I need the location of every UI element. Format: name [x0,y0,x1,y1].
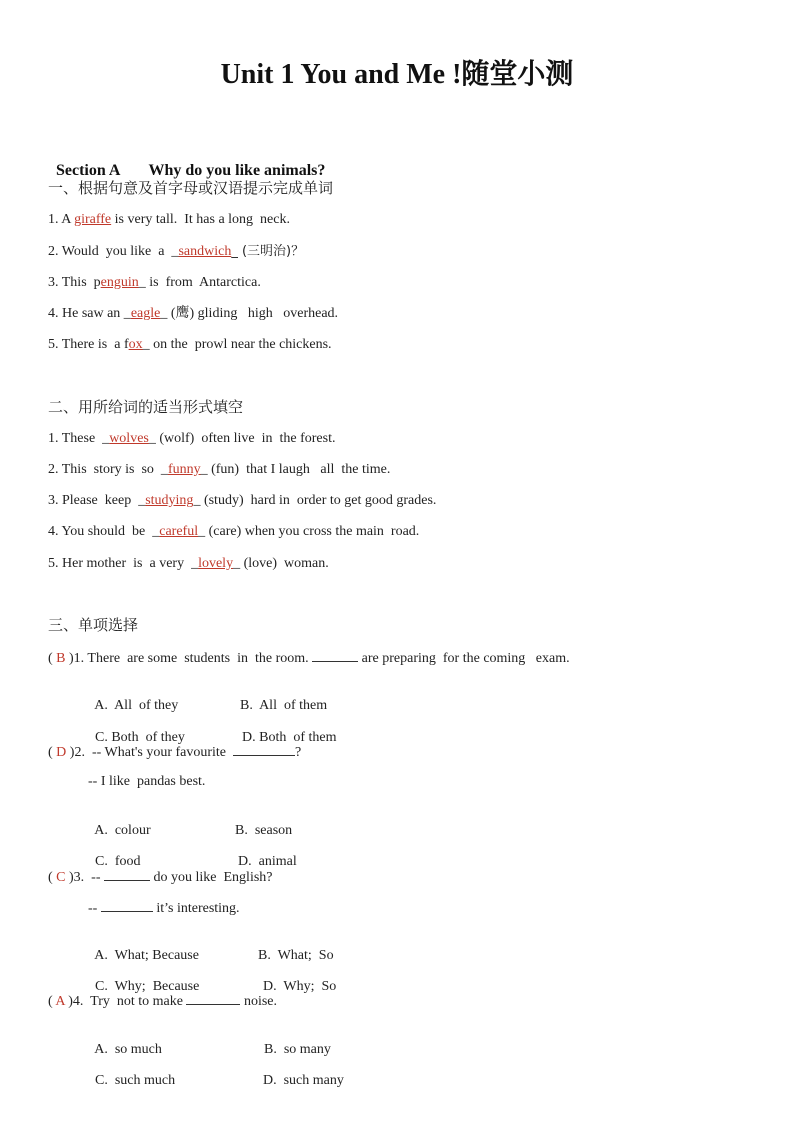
answer-text: careful [159,524,199,539]
answer-text: lovely [198,556,234,571]
answer-text: giraffe [74,212,112,227]
question-answer: B [56,651,66,666]
section-label: Section A [56,162,121,179]
answer-text: funny [167,462,201,477]
option-c: C. food [95,854,141,869]
section-topic: Why do you like animals? [148,162,326,179]
section-title [48,144,325,180]
part2-item: 5. Her mother is a very _lovely_ (love) woman. [48,556,329,571]
option-c: C. Both of they [95,730,185,745]
option-row [88,679,328,715]
part1-item: 2. Would you like a _sandwich_ (三明治)？ [48,244,305,259]
part2-item: 2. This story is so _funny_ (fun) that I laugh all the time. [48,462,391,477]
part2-item: 4. You should be _careful_ (care) when you cross the main road. [48,524,420,539]
answer-text: ox [128,337,143,352]
answer-blank [312,648,358,662]
question-answer: A [55,994,65,1009]
part2-heading: 二、用所给词的适当形式填空 [48,398,244,416]
page-title: Unit 1 You and Me !随堂小测 [220,59,574,90]
answer-text: enguin [100,275,139,290]
part1-heading: 一、根据句意及首字母或汉语提示完成单词 [48,179,334,197]
part1-item: 3. This penguin_ is from Antarctica. [48,275,261,290]
option-c: C. Why; Because [95,979,200,994]
question-stem: ( B )1. There are some students in the room. are preparing for the coming exam. [48,648,570,668]
question-stem: ( A )4. Try not to make noise. [48,991,277,1011]
option-a: A. What; Because [94,948,199,963]
question-stem: ( C )3. -- do you like English? [48,867,273,887]
part3-heading: 三、单项选择 [48,616,139,634]
option-a: A. colour [94,823,151,838]
option-b: B. so many [264,1042,331,1057]
answer-blank [104,867,150,881]
option-d: D. such many [263,1073,344,1088]
option-a: A. All of they [94,698,179,713]
option-a: A. so much [94,1042,162,1057]
option-b: B. All of them [240,698,328,713]
question-answer: C [56,870,66,885]
question-stem: ( D )2. -- What's your favourite ? [48,742,301,762]
answer-text: eagle [130,306,161,321]
option-row [88,1054,344,1090]
option-b: B. season [235,823,293,838]
option-b: B. What; So [258,948,334,963]
option-d: D. animal [238,854,297,869]
part1-item: 1. A giraffe is very tall. It has a long neck. [48,212,290,227]
answer-text: wolves [109,431,149,446]
part2-item: 1. These _wolves_ (wolf) often live in the forest. [48,431,336,446]
option-c: C. such much [95,1073,176,1088]
option-d: D. Both of them [242,730,337,745]
part2-item: 3. Please keep _studying_ (study) hard in order to get good grades. [48,493,437,508]
answer-blank [233,742,295,756]
answer-text: sandwich [178,244,232,259]
part1-item: 4. He saw an _eagle_ (鹰) gliding high overhead. [48,306,339,321]
answer-blank [186,991,240,1005]
answer-text: studying [145,493,194,508]
option-row [88,835,297,871]
dialog-reply: -- I like pandas best. [88,774,206,789]
option-d: D. Why; So [263,979,337,994]
question-answer: D [56,745,67,760]
answer-blank [101,898,153,912]
part1-item: 5. There is a fox_ on the prowl near the chickens. [48,337,332,352]
dialog-reply: -- it’s interesting. [88,898,240,918]
